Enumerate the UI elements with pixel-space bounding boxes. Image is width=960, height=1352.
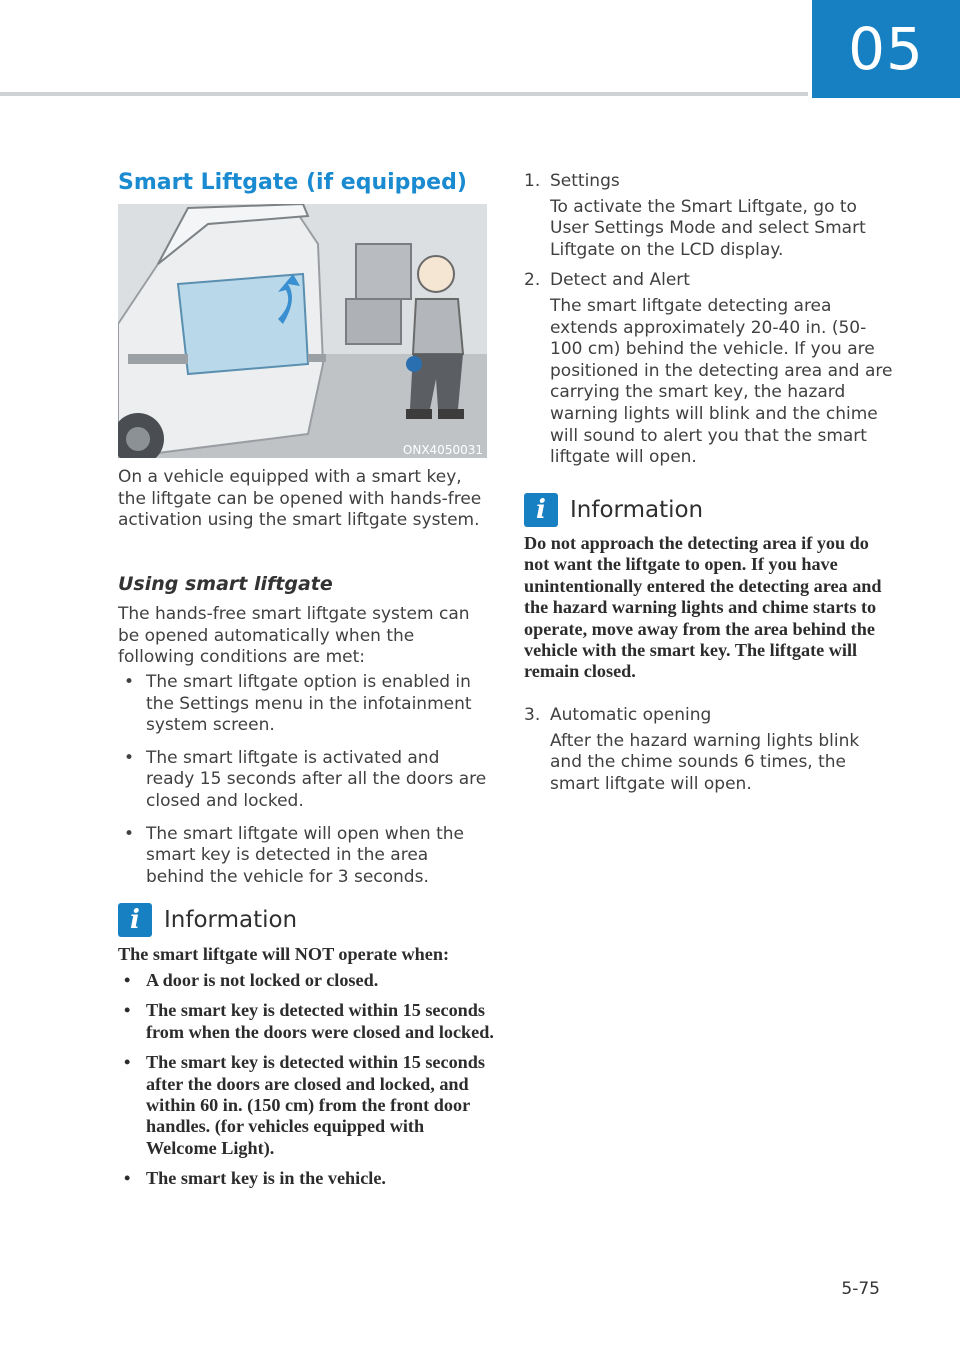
list-item: • The smart liftgate is activated and ready 15 seconds after all the doors are closed and locked. bbox=[118, 748, 490, 813]
step-item bbox=[524, 270, 894, 468]
step-body: To activate the Smart Liftgate, go to User Settings Mode and select Smart Liftgate on the LCD display. bbox=[550, 196, 866, 260]
step-title: Automatic opening bbox=[550, 705, 712, 725]
page-number: 5-75 bbox=[841, 1279, 880, 1299]
info-box-header bbox=[118, 903, 297, 937]
step-item bbox=[524, 171, 894, 261]
list-item: • The smart liftgate will open when the smart key is detected in the area behind the vehicle for 3 seconds. bbox=[118, 824, 490, 889]
info-text: The smart liftgate will NOT operate when: bbox=[118, 944, 450, 964]
figure-code: ONX4050031 bbox=[402, 443, 483, 457]
list-item: • A door is not locked or closed. bbox=[118, 970, 494, 991]
conditions-list bbox=[118, 672, 490, 899]
chapter-tab bbox=[812, 0, 960, 98]
step-title: Settings bbox=[550, 171, 620, 191]
list-item: • The smart liftgate option is enabled in the Settings menu in the infotainment system screen. bbox=[118, 672, 490, 737]
section-title: Smart Liftgate (if equipped) bbox=[118, 170, 467, 195]
info-icon: i bbox=[524, 493, 558, 527]
step-number: 1. bbox=[524, 171, 541, 191]
step-number: 2. bbox=[524, 270, 541, 291]
step-body: The smart liftgate detecting area extends approximately 20-40 in. (50-100 cm) behind the vehicle. If you are positioned in the detecting area and are carrying the smart key, the hazard warning lights will blink and the chime will sound to alert you that the smart liftgate will open. bbox=[550, 295, 893, 468]
header-rule bbox=[0, 92, 808, 96]
intro-paragraph: On a vehicle equipped with a smart key, the liftgate can be opened with hands-free activation using the smart liftgate system. bbox=[118, 467, 482, 531]
step-item bbox=[524, 705, 894, 795]
liftgate-illustration bbox=[118, 204, 487, 458]
steps-list-b bbox=[524, 705, 894, 795]
info-icon: i bbox=[118, 903, 152, 937]
steps-list-a bbox=[524, 171, 894, 469]
list-item: • The smart key is detected within 15 seconds from when the doors were closed and locked. bbox=[118, 1000, 494, 1043]
subheading: Using smart liftgate bbox=[118, 573, 333, 595]
step-number: 3. bbox=[524, 705, 541, 725]
chapter-number: 05 bbox=[848, 15, 924, 83]
liftgate-drawing bbox=[118, 204, 487, 458]
list-item: • The smart key is in the vehicle. bbox=[118, 1168, 494, 1189]
info-text: Do not approach the detecting area if you do not want the liftgate to open. If you have unintentionally entered the detecting area and the hazard warning lights and chime starts to operate, move away from the area behind the vehicle with the smart key. The liftgate will remain closed. bbox=[524, 533, 882, 682]
info-label: Information bbox=[164, 907, 298, 933]
info-label: Information bbox=[570, 497, 704, 523]
step-body: After the hazard warning lights blink and the chime sounds 6 times, the smart liftgate will open. bbox=[550, 730, 860, 794]
step-title: Detect and Alert bbox=[550, 270, 690, 291]
info-list bbox=[118, 970, 494, 1199]
conditions-intro: The hands-free smart liftgate system can be opened automatically when the following conditions are met: bbox=[118, 604, 470, 668]
list-item: • The smart key is detected within 15 seconds after the doors are closed and locked, and within 60 in. (150 cm) from the front door handles. (for vehicles equipped with Welcome Light). bbox=[118, 1052, 494, 1159]
info-box-header bbox=[524, 493, 703, 527]
